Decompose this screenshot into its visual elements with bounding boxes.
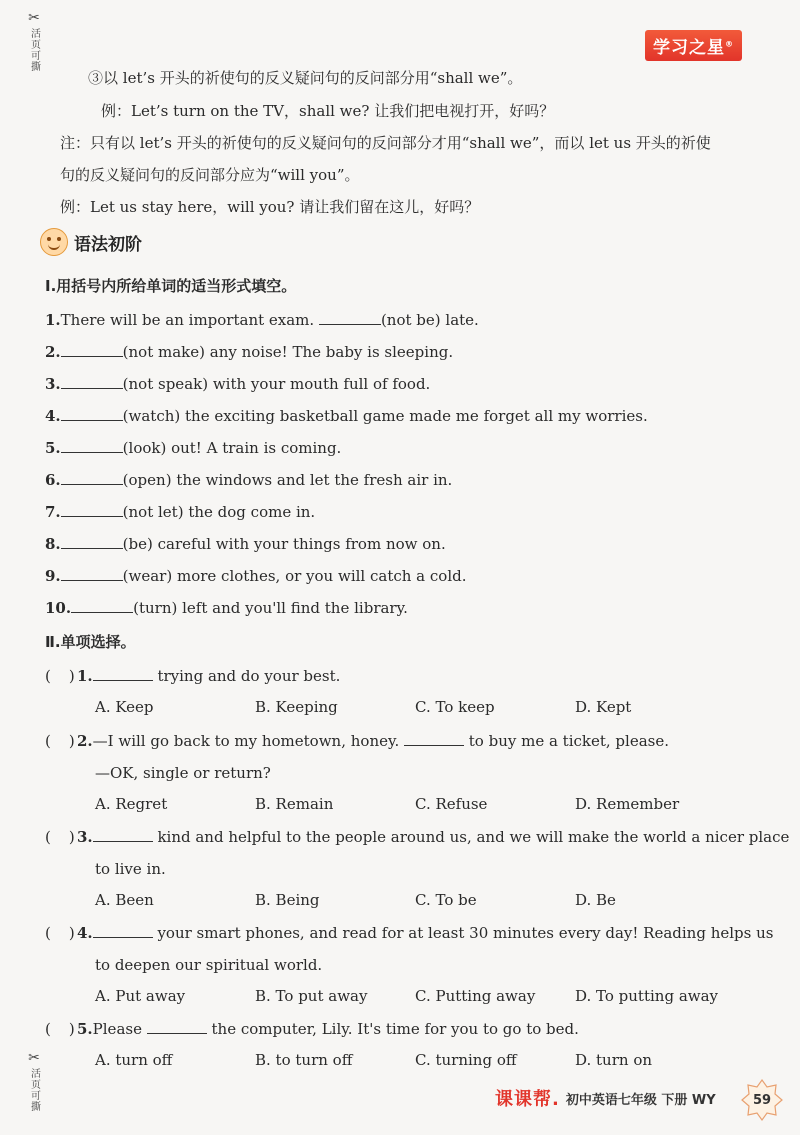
scissors-icon: ✂ — [28, 10, 40, 26]
answer-option[interactable]: D. Kept — [575, 698, 632, 716]
answer-blank[interactable] — [61, 438, 123, 453]
choice-question — [45, 1019, 579, 1039]
answer-blank[interactable] — [93, 923, 153, 938]
question-number: 5. — [45, 439, 61, 457]
note-line-1: 注：只有以 let’s 开头的祈使句的反义疑问句的反问部分才用“shall we”，而以 let us 开头的祈使 — [60, 134, 711, 152]
note-line-2: 句的反义疑问句的反问部分应为“will you”。 — [60, 166, 360, 184]
answer-option[interactable]: D. Remember — [575, 795, 680, 813]
question-text-after: (turn) left and you'll find the library. — [133, 599, 408, 617]
answer-parentheses[interactable] — [45, 923, 77, 943]
question-number: 3. — [45, 375, 61, 393]
question-number: 5. — [77, 1020, 93, 1038]
fill-blank-item — [45, 534, 446, 554]
part1-heading: Ⅰ.用括号内所给单词的适当形式填空。 — [45, 277, 297, 295]
scissors-icon: ✂ — [28, 1050, 40, 1066]
question-text-after: (wear) more clothes, or you will catch a cold. — [122, 567, 467, 585]
answer-blank[interactable] — [71, 598, 133, 613]
tear-off-label: 活页可撕 — [28, 28, 40, 72]
smiley-icon — [40, 228, 68, 256]
tear-off-tab-top — [14, 10, 54, 76]
rule-3: ③以 let’s 开头的祈使句的反义疑问句的反问部分用“shall we”。 — [88, 69, 523, 87]
part2-heading: Ⅱ.单项选择。 — [45, 633, 136, 651]
paren-open: ( — [45, 924, 51, 942]
answer-option[interactable]: D. Be — [575, 891, 616, 909]
fill-blank-item — [45, 566, 467, 586]
example-2: 例：Let us stay here，will you? 请让我们留在这儿，好吗？ — [60, 198, 480, 216]
question-number: 10. — [45, 599, 72, 617]
question-text-before: Please — [92, 1020, 147, 1038]
answer-option[interactable]: A. Keep — [95, 698, 154, 716]
example-1: 例：Let’s turn on the TV，shall we? 让我们把电视打开，好吗？ — [101, 102, 555, 120]
question-number: 2. — [45, 343, 61, 361]
fill-blank-item — [45, 598, 408, 618]
answer-blank[interactable] — [61, 534, 123, 549]
question-text-after: (not let) the dog come in. — [122, 503, 316, 521]
paren-close: ) — [68, 924, 75, 942]
answer-blank[interactable] — [61, 470, 123, 485]
paren-open: ( — [45, 828, 51, 846]
question-number: 1. — [45, 311, 61, 329]
question-text-after: the computer, Lily. It's time for you to go to bed. — [206, 1020, 579, 1038]
answer-option[interactable]: A. Put away — [95, 987, 186, 1005]
question-number: 9. — [45, 567, 61, 585]
answer-blank[interactable] — [61, 342, 123, 357]
page-number-badge — [740, 1078, 784, 1122]
question-number: 4. — [77, 924, 93, 942]
fill-blank-item — [45, 438, 341, 458]
question-text-after: to buy me a ticket, please. — [464, 732, 669, 750]
footer — [495, 1085, 716, 1111]
choice-question — [45, 666, 340, 686]
answer-option[interactable]: D. To putting away — [575, 987, 719, 1005]
answer-option[interactable]: A. Been — [95, 891, 154, 909]
answer-option[interactable]: C. Putting away — [415, 987, 536, 1005]
answer-option[interactable]: C. To be — [415, 891, 477, 909]
answer-blank[interactable] — [61, 374, 123, 389]
footer-book-title: 初中英语七年级 下册 WY — [565, 1092, 716, 1108]
fill-blank-item — [45, 310, 479, 330]
question-text-after: your smart phones, and read for at least 30 minutes every day! Reading helps us — [152, 924, 774, 942]
answer-option[interactable]: C. Refuse — [415, 795, 488, 813]
fill-blank-item — [45, 406, 648, 426]
brand-logo-text: 学习之星 — [653, 38, 725, 58]
paren-close: ) — [68, 667, 75, 685]
question-number: 1. — [77, 667, 93, 685]
choice-question — [45, 923, 773, 943]
choice-question — [45, 731, 669, 751]
question-text-after: kind and helpful to the people around us, and we will make the world a nicer place — [152, 828, 790, 846]
question-number: 2. — [77, 732, 93, 750]
tear-off-tab-bottom — [14, 1050, 54, 1116]
paren-close: ) — [68, 732, 75, 750]
answer-parentheses[interactable] — [45, 827, 77, 847]
answer-blank[interactable] — [93, 666, 153, 681]
answer-option[interactable]: A. Regret — [95, 795, 168, 813]
question-text-after: (not make) any noise! The baby is sleeping. — [122, 343, 454, 361]
answer-option[interactable]: C. To keep — [415, 698, 495, 716]
answer-blank[interactable] — [147, 1019, 207, 1034]
answer-parentheses[interactable] — [45, 666, 77, 686]
answer-option[interactable]: A. turn off — [95, 1051, 173, 1069]
footer-brand: 课课帮. — [495, 1089, 560, 1110]
paren-open: ( — [45, 1020, 51, 1038]
question-continuation: to deepen our spiritual world. — [95, 956, 323, 974]
answer-option[interactable]: B. Keeping — [255, 698, 338, 716]
fill-blank-item — [45, 374, 430, 394]
answer-option[interactable]: B. Remain — [255, 795, 334, 813]
page-number: 59 — [752, 1092, 772, 1108]
answer-blank[interactable] — [61, 566, 123, 581]
choice-question — [45, 827, 789, 847]
answer-option[interactable]: B. Being — [255, 891, 320, 909]
section-title: 语法初阶 — [74, 234, 142, 255]
answer-blank[interactable] — [93, 827, 153, 842]
answer-parentheses[interactable] — [45, 731, 77, 751]
question-text-before: —I will go back to my hometown, honey. — [92, 732, 404, 750]
section-badge — [40, 228, 142, 256]
question-number: 3. — [77, 828, 93, 846]
answer-blank[interactable] — [319, 310, 381, 325]
answer-parentheses[interactable] — [45, 1019, 77, 1039]
answer-option[interactable]: B. To put away — [255, 987, 368, 1005]
question-text-after: (watch) the exciting basketball game made me forget all my worries. — [122, 407, 648, 425]
question-text-after: (look) out! A train is coming. — [122, 439, 342, 457]
question-text-after: (not be) late. — [380, 311, 479, 329]
question-number: 6. — [45, 471, 61, 489]
answer-blank[interactable] — [61, 502, 123, 517]
answer-option[interactable]: C. turning off — [415, 1051, 517, 1069]
tear-off-label: 活页可撕 — [28, 1068, 40, 1112]
fill-blank-item — [45, 502, 315, 522]
registered-mark: ® — [725, 39, 734, 49]
fill-blank-item — [45, 342, 453, 362]
paren-close: ) — [68, 1020, 75, 1038]
question-number: 4. — [45, 407, 61, 425]
question-number: 7. — [45, 503, 61, 521]
answer-option[interactable]: D. turn on — [575, 1051, 653, 1069]
fill-blank-item — [45, 470, 452, 490]
question-number: 8. — [45, 535, 61, 553]
paren-open: ( — [45, 667, 51, 685]
question-continuation: to live in. — [95, 860, 166, 878]
paren-close: ) — [68, 828, 75, 846]
question-text-after: (be) careful with your things from now on. — [122, 535, 446, 553]
question-text-after: (open) the windows and let the fresh air in. — [122, 471, 453, 489]
question-continuation: —OK, single or return? — [95, 764, 271, 782]
question-text-after: trying and do your best. — [152, 667, 341, 685]
brand-logo — [645, 30, 742, 61]
answer-blank[interactable] — [404, 731, 464, 746]
answer-option[interactable]: B. to turn off — [255, 1051, 353, 1069]
paren-open: ( — [45, 732, 51, 750]
question-text-before: There will be an important exam. — [60, 311, 319, 329]
answer-blank[interactable] — [61, 406, 123, 421]
question-text-after: (not speak) with your mouth full of food. — [122, 375, 431, 393]
